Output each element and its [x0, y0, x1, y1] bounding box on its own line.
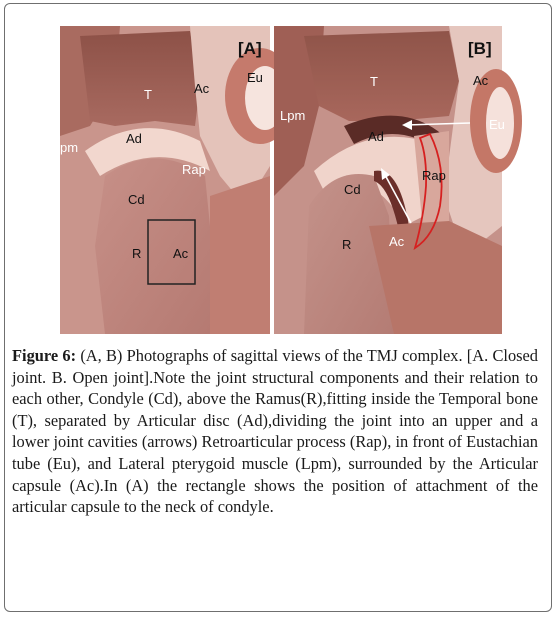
label-capsule-a-box: Ac — [173, 246, 189, 261]
label-condyle-b: Cd — [344, 182, 361, 197]
panel-a-label: [A] — [238, 39, 262, 58]
label-ramus-b: R — [342, 237, 352, 252]
label-eustachian-tube-a: Eu — [247, 70, 263, 85]
caption-text: (A, B) Photographs of sagittal views of the TMJ complex. [A. Closed joint. B. Open joint].Note the joint structural components and their relation to each other, Condyle (Cd), above the Ramus(R),fitting inside the Temporal bone (T), separated by Articular disc (Ad),dividing the joint into an upper and a lower joint cavities (arrows) Retroarticular process (Rap), in front of Eustachian tube (Eu), and Lateral pterygoid muscle (Lpm), surrounded by the Articular capsule (Ac).In (A) the rectangle shows the position of attachment of the articular capsule to the neck of condyle. — [12, 346, 538, 517]
label-temporal-bone-a: T — [144, 87, 152, 102]
label-pterygoid-b: Lpm — [280, 108, 306, 123]
label-retroarticular-a: Rap — [182, 162, 206, 177]
photo-panel-a — [60, 26, 270, 334]
label-disc-b: Ad — [368, 129, 384, 144]
label-ramus-a: R — [132, 246, 142, 261]
photo-panel-b — [274, 26, 505, 334]
label-condyle-a: Cd — [128, 192, 145, 207]
label-capsule-b-top: Ac — [473, 73, 489, 88]
figure-caption — [12, 345, 538, 518]
label-disc-a: Ad — [126, 131, 142, 146]
label-capsule-a-top: Ac — [194, 81, 210, 96]
label-retroarticular-b: Rap — [422, 168, 446, 183]
photo-b-image — [274, 26, 505, 334]
caption-label: Figure 6: — [12, 346, 77, 365]
label-capsule-b-bottom: Ac — [389, 234, 405, 249]
label-temporal-bone-b: T — [370, 74, 378, 89]
label-pterygoid-a: pm — [60, 140, 79, 155]
photo-a-image — [60, 26, 270, 334]
panel-b-label: [B] — [468, 39, 492, 58]
label-eustachian-tube-b: Eu — [489, 117, 505, 132]
